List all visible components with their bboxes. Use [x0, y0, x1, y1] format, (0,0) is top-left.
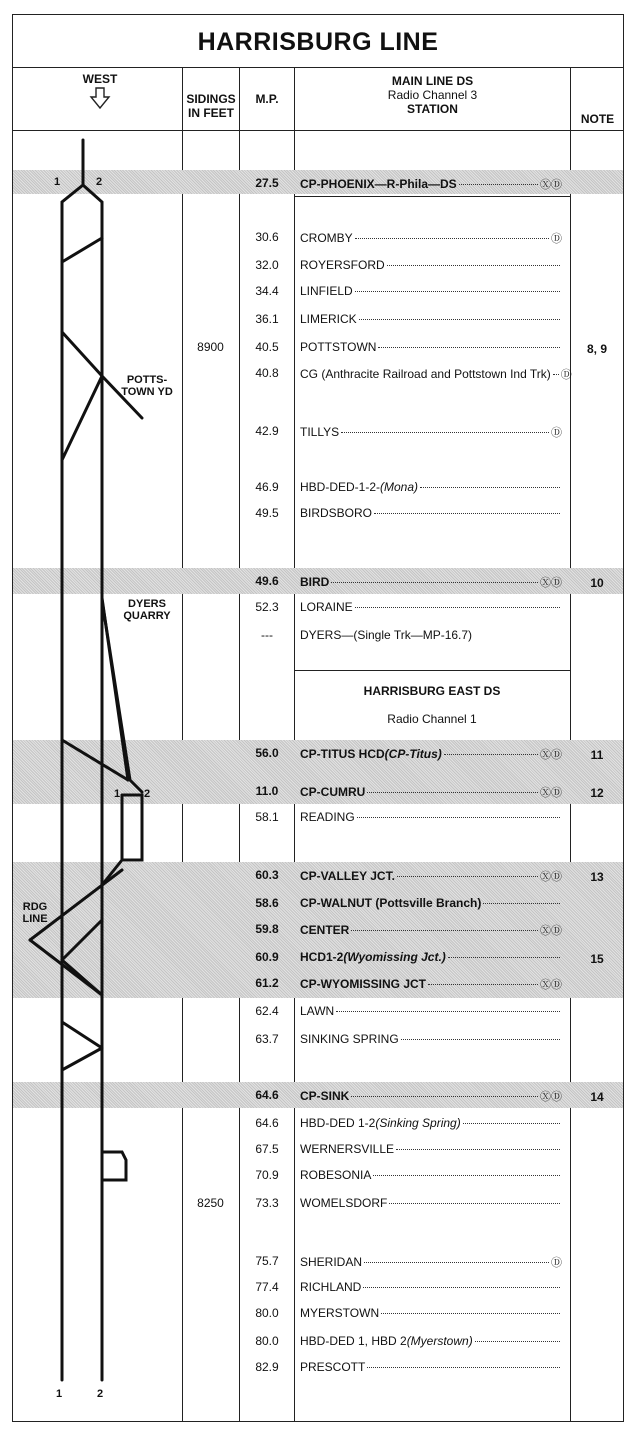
station-name: CP-WALNUT (Pottsville Branch): [300, 896, 482, 910]
leader-dots: [448, 957, 560, 958]
leader-dots: [463, 1123, 560, 1124]
mile-post: 58.1: [255, 810, 279, 824]
mile-post: 64.6: [255, 1088, 279, 1102]
station-name: DYERS—(Single Trk—MP-16.7): [300, 628, 473, 642]
track-label: 2: [96, 176, 103, 188]
station-name: CP-VALLEY JCT.: [300, 869, 395, 883]
station-entry: [300, 950, 562, 964]
siding-loop: [122, 795, 142, 860]
station-name: CENTER: [300, 923, 350, 937]
station-name: SINKING SPRING: [300, 1032, 399, 1046]
siding-pottstown: 8900: [197, 340, 224, 354]
station-name: PRESCOTT: [300, 1360, 366, 1374]
mile-post: 60.9: [255, 950, 279, 964]
signal-symbol-icon: Ⓓ: [551, 427, 562, 439]
mile-post: 56.0: [255, 746, 279, 760]
station-entry: [300, 1088, 562, 1104]
station-subname: (CP-Titus): [384, 747, 442, 761]
leader-dots: [401, 1039, 560, 1040]
track-diagram: [12, 130, 187, 1410]
mile-post: 80.0: [255, 1306, 279, 1320]
mile-post: 58.6: [255, 896, 279, 910]
leader-dots: [459, 184, 538, 185]
mile-post: 59.8: [255, 922, 279, 936]
station-entry: [300, 1004, 562, 1018]
leader-dots: [364, 1262, 549, 1263]
leader-dots: [475, 1341, 560, 1342]
mile-post: 60.3: [255, 868, 279, 882]
station-entry: [300, 506, 562, 520]
down-arrow-icon: [88, 86, 112, 110]
station-entry: [300, 1306, 562, 1320]
station-subname: (Sinking Spring): [375, 1116, 461, 1130]
mile-post: 11.0: [255, 784, 279, 798]
mile-post: 49.6: [255, 574, 279, 588]
station-subname: (Mona): [380, 480, 419, 494]
station-name: CP-TITUS HCD: [300, 747, 385, 761]
page-title: HARRISBURG LINE: [12, 14, 624, 68]
station-entry: [300, 1334, 562, 1348]
station-name: LORAINE: [300, 600, 353, 614]
station-entry: [300, 1168, 562, 1182]
station-name: LINFIELD: [300, 284, 353, 298]
station-entry: [300, 1142, 562, 1156]
mile-post: 30.6: [255, 230, 279, 244]
station-entry: [300, 746, 562, 762]
row-divider: [294, 196, 570, 197]
mile-post: 42.9: [255, 424, 279, 438]
leader-dots: [355, 291, 560, 292]
station-name: MYERSTOWN: [300, 1306, 380, 1320]
signal-symbol-icon: ⓍⒹ: [540, 925, 562, 937]
signal-symbol-icon: Ⓓ: [560, 369, 572, 381]
station-entry: [300, 896, 562, 910]
note-ref: 15: [590, 952, 604, 966]
mile-post: 40.5: [255, 340, 279, 354]
station-entry: [300, 340, 562, 354]
track-label: 1: [54, 176, 61, 188]
east-ds-title: HARRISBURG EAST DS: [363, 684, 501, 698]
station-entry: [300, 312, 562, 326]
leader-dots: [373, 1175, 560, 1176]
mile-post: 64.6: [255, 1116, 279, 1130]
station-name: CROMBY: [300, 231, 353, 245]
note-header: NOTE: [580, 112, 615, 126]
note-ref: 8, 9: [586, 342, 607, 356]
mile-post: 49.5: [255, 506, 279, 520]
east-ds-radio: Radio Channel 1: [387, 712, 477, 726]
leader-dots: [336, 1011, 560, 1012]
station-entry: [300, 366, 572, 382]
signal-symbol-icon: ⓍⒹ: [540, 749, 562, 761]
mile-post: 73.3: [255, 1196, 279, 1210]
crossover: [62, 740, 128, 780]
signal-symbol-icon: ⓍⒹ: [540, 871, 562, 883]
leader-dots: [351, 930, 538, 931]
mile-post: 40.8: [255, 366, 279, 380]
station-name: CP-PHOENIX—R-Phila—DS: [300, 177, 457, 191]
siding-loop: [102, 1152, 126, 1180]
crossover: [62, 1048, 102, 1070]
mile-post: 75.7: [255, 1254, 279, 1268]
station-subname: (Myerstown): [406, 1334, 473, 1348]
station-name: WERNERSVILLE: [300, 1142, 395, 1156]
leader-dots: [420, 487, 560, 488]
mile-post: 61.2: [255, 976, 279, 990]
station-name: ROBESONIA: [300, 1168, 372, 1182]
crossover: [62, 960, 102, 995]
mile-post: 67.5: [255, 1142, 279, 1156]
track-label: 2: [97, 1388, 104, 1400]
station-name: BIRDSBORO: [300, 506, 373, 520]
track-label: 2: [144, 788, 151, 800]
signal-symbol-icon: ⓍⒹ: [540, 1091, 562, 1103]
station-header: MAIN LINE DS Radio Channel 3 STATION: [387, 74, 478, 116]
station-name: READING: [300, 810, 355, 824]
station-name: ROYERSFORD: [300, 258, 385, 272]
station-name: RICHLAND: [300, 1280, 362, 1294]
leader-dots: [374, 513, 560, 514]
station-name: HCD1-2: [300, 950, 344, 964]
siding-womelsdorf: 8250: [197, 1196, 224, 1210]
note-ref: 13: [590, 870, 604, 884]
station-name: HBD-DED 1-2: [300, 1116, 376, 1130]
station-entry: [300, 424, 562, 440]
station-entry: [300, 868, 562, 884]
leader-dots: [553, 374, 559, 375]
station-entry: [300, 1280, 562, 1294]
station-entry: [300, 1360, 562, 1374]
leader-dots: [378, 347, 560, 348]
station-entry: [300, 258, 562, 272]
note-ref: 11: [590, 748, 604, 762]
leader-dots: [341, 432, 549, 433]
station-entry: [300, 230, 562, 246]
mile-post: 62.4: [255, 1004, 279, 1018]
mile-post: 46.9: [255, 480, 279, 494]
mile-post: 27.5: [255, 176, 279, 190]
station-entry: [300, 1032, 562, 1046]
crossover: [62, 376, 102, 460]
crossover: [62, 332, 102, 376]
leader-dots: [359, 319, 560, 320]
station-entry: [300, 1116, 562, 1130]
station-name: CP-SINK: [300, 1089, 350, 1103]
leader-dots: [396, 1149, 560, 1150]
leader-dots: [367, 792, 538, 793]
station-entry: [300, 284, 562, 298]
track-label: 1: [114, 788, 121, 800]
signal-symbol-icon: Ⓓ: [551, 233, 562, 245]
leader-dots: [387, 265, 560, 266]
crossover: [62, 920, 102, 960]
station-entry: [300, 1254, 562, 1270]
station-entry: [300, 784, 562, 800]
pottstown-yd-label: POTTS- TOWN YD: [121, 374, 173, 398]
station-name: HBD-DED 1, HBD 2: [300, 1334, 407, 1348]
leader-dots: [355, 238, 549, 239]
mile-post: 70.9: [255, 1168, 279, 1182]
signal-symbol-icon: ⓍⒹ: [540, 787, 562, 799]
track-label: 1: [56, 1388, 63, 1400]
station-entry: [300, 1196, 562, 1210]
dyers-quarry-label: DYERS QUARRY: [123, 598, 171, 622]
leader-dots: [351, 1096, 538, 1097]
leader-dots: [428, 984, 538, 985]
station-name: LIMERICK: [300, 312, 357, 326]
station-name: TILLYS: [300, 425, 340, 439]
mile-post: 77.4: [255, 1280, 279, 1294]
mile-post: 80.0: [255, 1334, 279, 1348]
mile-post: 52.3: [255, 600, 279, 614]
leader-dots: [331, 582, 538, 583]
station-name: CG (Anthracite Railroad and Pottstown Ind Trk): [300, 367, 551, 381]
mile-post: 63.7: [255, 1032, 279, 1046]
station-name: BIRD: [300, 575, 330, 589]
mp-header: M.P.: [255, 92, 279, 106]
leader-dots: [355, 607, 560, 608]
leader-dots: [389, 1203, 560, 1204]
station-entry: [300, 600, 562, 614]
direction-header: WEST: [60, 72, 140, 113]
station-entry: [300, 628, 562, 642]
signal-symbol-icon: ⓍⒹ: [540, 979, 562, 991]
mile-post: 82.9: [255, 1360, 279, 1374]
mile-post: 34.4: [255, 284, 279, 298]
note-ref: 12: [590, 786, 604, 800]
station-name: CP-CUMRU: [300, 785, 366, 799]
leader-dots: [397, 876, 538, 877]
station-name: SHERIDAN: [300, 1255, 363, 1269]
station-entry: [300, 176, 562, 192]
station-name: LAWN: [300, 1004, 335, 1018]
mile-post: 36.1: [255, 312, 279, 326]
station-entry: [300, 922, 562, 938]
note-ref: 10: [590, 576, 604, 590]
leader-dots: [444, 754, 538, 755]
station-entry: [300, 574, 562, 590]
rdg-line-label: RDG LINE: [22, 901, 48, 925]
station-subname: (Wyomissing Jct.): [343, 950, 446, 964]
station-name: HBD-DED-1-2-: [300, 480, 381, 494]
station-name: CP-WYOMISSING JCT: [300, 977, 427, 991]
sidings-header: SIDINGS IN FEET: [186, 92, 236, 120]
mile-post: ---: [261, 628, 273, 642]
station-name: WOMELSDORF: [300, 1196, 388, 1210]
leader-dots: [367, 1367, 560, 1368]
row-divider: [294, 670, 570, 671]
station-name: POTTSTOWN: [300, 340, 377, 354]
signal-symbol-icon: Ⓓ: [551, 1257, 562, 1269]
station-entry: [300, 976, 562, 992]
station-entry: [300, 480, 562, 494]
leader-dots: [483, 903, 560, 904]
leader-dots: [381, 1313, 560, 1314]
quarry-track: [102, 600, 142, 792]
mile-post: 32.0: [255, 258, 279, 272]
signal-symbol-icon: ⓍⒹ: [540, 577, 562, 589]
leader-dots: [363, 1287, 560, 1288]
crossover: [62, 238, 102, 262]
crossover: [62, 1022, 102, 1048]
signal-symbol-icon: ⓍⒹ: [540, 179, 562, 191]
leader-dots: [357, 817, 560, 818]
track-1: [62, 185, 83, 1380]
note-ref: 14: [590, 1090, 604, 1104]
station-entry: [300, 810, 562, 824]
